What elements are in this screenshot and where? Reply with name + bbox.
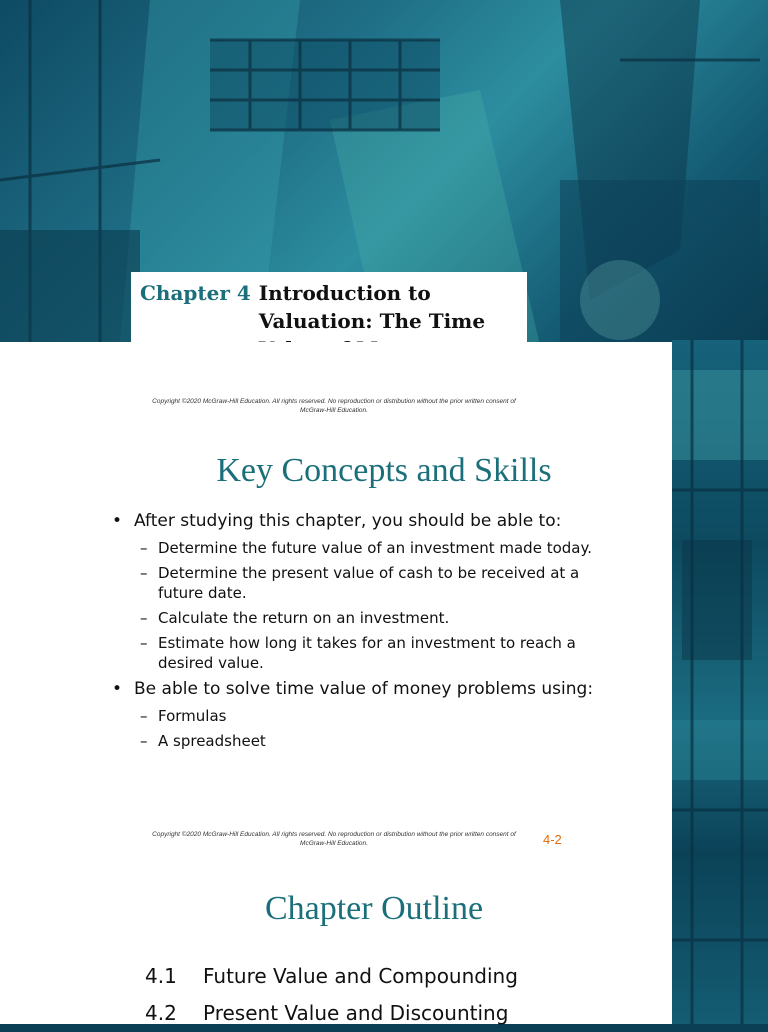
sub-bullet-text: Estimate how long it takes for an investment to reach a desired value. [158, 634, 576, 672]
chapter-outline-list [145, 958, 645, 1032]
slide2-copyright: Copyright ©2020 McGraw-Hill Education. All rights reserved. No reproduction or distribution without the prior written consent of McGraw-Hill Education. [152, 831, 516, 847]
outline-item [145, 958, 645, 995]
chapter-outline-heading: Chapter Outline [264, 890, 484, 927]
dash-glyph: – [140, 732, 148, 750]
dash-glyph: – [140, 634, 148, 652]
outline-label: Future Value and Compounding [203, 964, 518, 988]
chapter-title: Introduction to Valuation: The Time [258, 281, 486, 333]
sub-bullet-text: Calculate the return on an investment. [158, 609, 450, 627]
outline-label: Present Value and Discounting [203, 1001, 509, 1025]
sub-bullet-item [112, 563, 602, 603]
dash-glyph: – [140, 609, 148, 627]
dash-glyph: – [140, 564, 148, 582]
bullet-item [112, 510, 602, 532]
title-copyright: Copyright ©2020 McGraw-Hill Education. All rights reserved. No reproduction or distribution without the prior written consent of McGraw-Hill Education. [152, 398, 516, 414]
dash-glyph: – [140, 707, 148, 725]
bullet-item [112, 678, 602, 700]
bullet-glyph: • [112, 511, 123, 531]
dash-glyph: – [140, 539, 148, 557]
sub-bullet-item [112, 633, 602, 673]
sub-bullet-text: A spreadsheet [158, 732, 266, 750]
outline-item [145, 995, 645, 1032]
outline-number: 4.2 [145, 1001, 177, 1025]
outline-number: 4.1 [145, 964, 177, 988]
chapter-label: Chapter 4 [140, 281, 251, 305]
sub-bullet-text: Formulas [158, 707, 227, 725]
bullet-glyph: • [112, 679, 123, 699]
sub-bullet-item [112, 706, 602, 726]
slide-number: 4-2 [543, 832, 562, 847]
sub-bullet-item [112, 731, 602, 751]
key-concepts-heading: Key Concepts and Skills [216, 452, 552, 489]
bullet-text: Be able to solve time value of money problems using: [134, 679, 594, 699]
key-concepts-list [112, 510, 602, 756]
sub-bullet-item [112, 538, 602, 558]
sub-bullet-text: Determine the present value of cash to be received at a future date. [158, 564, 580, 602]
sub-bullet-item [112, 608, 602, 628]
bullet-text: After studying this chapter, you should be able to: [134, 511, 562, 531]
sub-bullet-text: Determine the future value of an investment made today. [158, 539, 592, 557]
